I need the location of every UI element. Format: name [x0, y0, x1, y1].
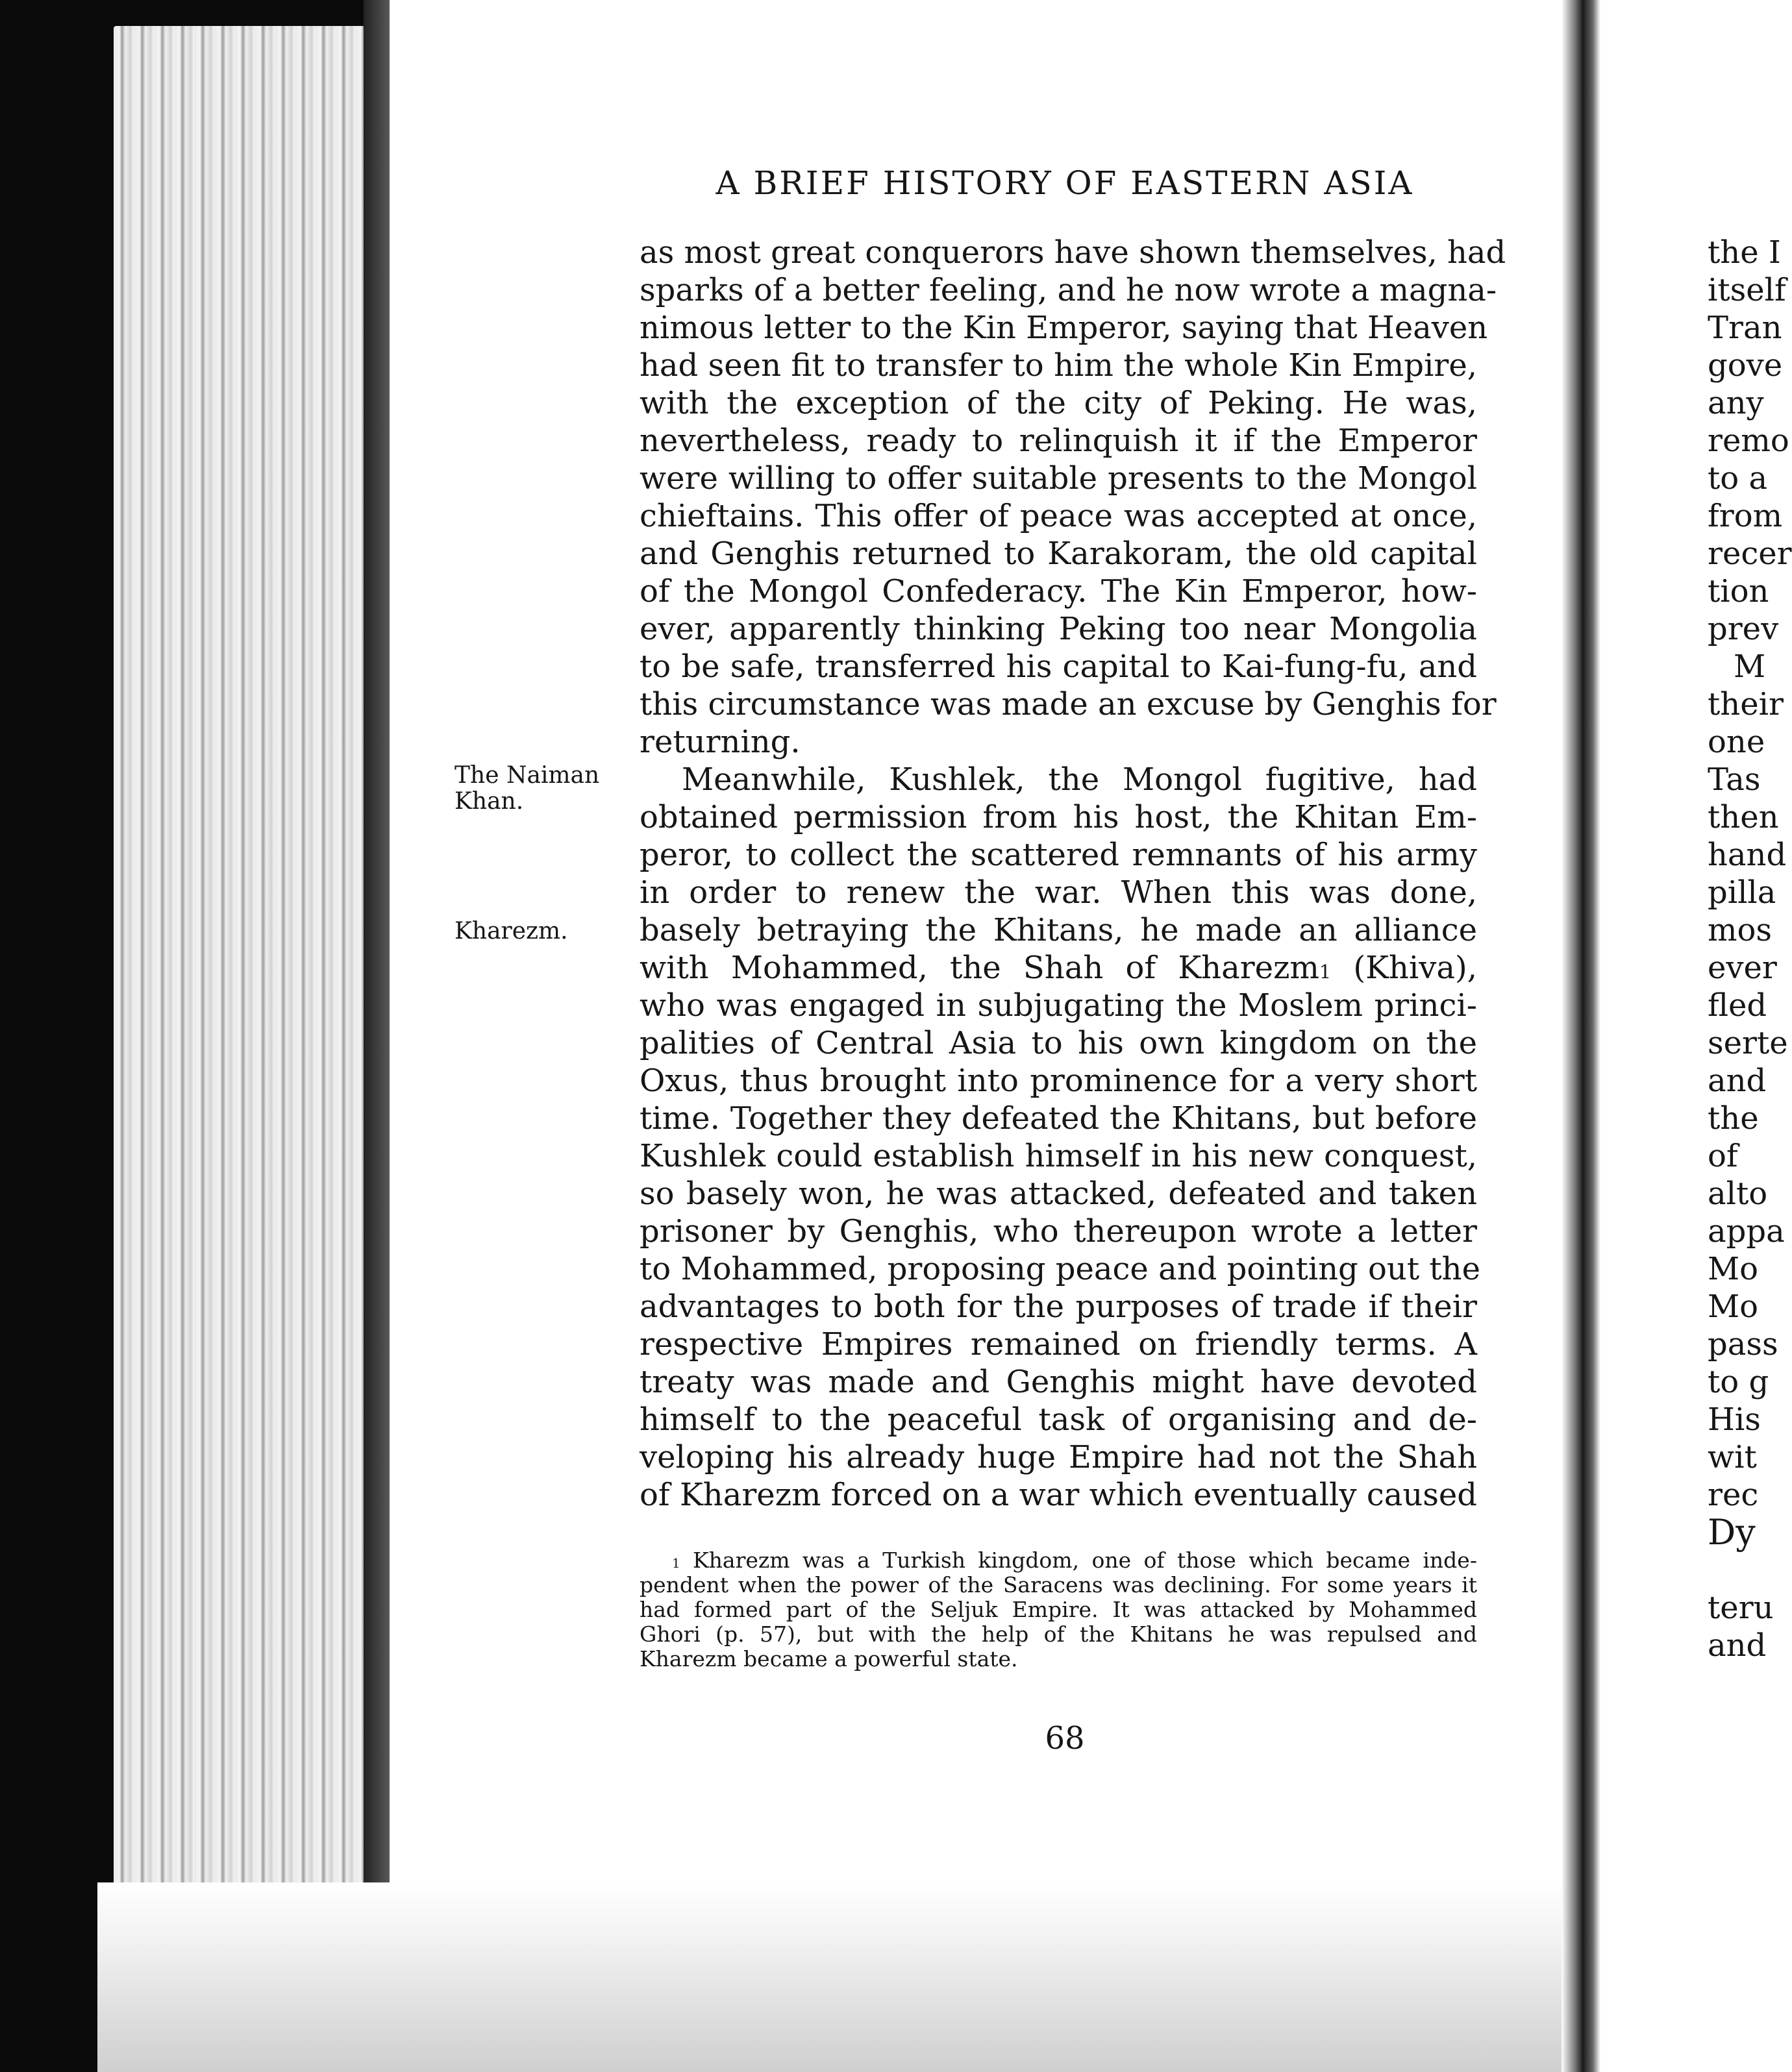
facing-page-fragment: their [1708, 686, 1784, 722]
facing-page-fragment: mos [1708, 912, 1773, 948]
footnote-line [640, 1548, 1477, 1573]
facing-page-fragment: fled [1708, 987, 1767, 1024]
body-line: basely betraying the Khitans, he made an alliance [640, 912, 1477, 948]
facing-page-fragment: recer [1708, 536, 1792, 572]
page-block-edges [114, 26, 373, 1889]
body-line: advantages to both for the purposes of trade if their [640, 1289, 1477, 1325]
body-line: sparks of a better feeling, and he now wrote a magna- [640, 272, 1497, 308]
facing-page-fragment: Mo [1708, 1251, 1759, 1287]
body-line: with the exception of the city of Peking. He was, [640, 385, 1477, 421]
body-line: nevertheless, ready to relinquish it if the Emperor [640, 423, 1477, 459]
body-line: this circumstance was made an excuse by Genghis for [640, 686, 1497, 722]
footnote-line: Ghori (p. 57), but with the help of the Khitans he was repulsed and [640, 1622, 1477, 1647]
footnote-ref: 1 [1319, 961, 1332, 983]
facing-page-fragment: Tran [1708, 310, 1782, 346]
body-line: respective Empires remained on friendly terms. A [640, 1326, 1477, 1363]
body-line: obtained permission from his host, the Khitan Em- [640, 799, 1477, 835]
facing-page-fragment: M [1734, 648, 1766, 685]
facing-page-fragment: Mo [1708, 1289, 1759, 1325]
facing-page-fragment: pass [1708, 1326, 1778, 1363]
body-line: Meanwhile, Kushlek, the Mongol fugitive, had [682, 761, 1477, 798]
body-line: peror, to collect the scattered remnants of his army [640, 837, 1477, 873]
facing-page-fragment: rec [1708, 1477, 1759, 1513]
facing-page-fragment: wit [1708, 1439, 1757, 1475]
body-line: had seen fit to transfer to him the whole Kin Empire, [640, 347, 1477, 384]
facing-page-fragment: to a [1708, 460, 1768, 497]
footnote [640, 1548, 1477, 1671]
body-line-text: with Mohammed, the Shah of Kharezm [640, 950, 1319, 986]
footnote-line: had formed part of the Seljuk Empire. It was attacked by Mohammed [640, 1597, 1477, 1622]
facing-page-fragment: and [1708, 1627, 1767, 1664]
body-line: were willing to offer suitable presents to the Mongol [640, 460, 1477, 497]
facing-page-fragment: pilla [1708, 874, 1776, 911]
body-line: to be safe, transferred his capital to Kai-fung-fu, and [640, 648, 1477, 685]
facing-page-fragment: to g [1708, 1364, 1769, 1400]
facing-page-fragment: ever [1708, 950, 1777, 986]
facing-page-fragment: teru [1708, 1590, 1774, 1626]
body-line: of the Mongol Confederacy. The Kin Emperor, how- [640, 573, 1477, 610]
body-line: to Mohammed, proposing peace and pointing out the [640, 1251, 1480, 1287]
body-line: and Genghis returned to Karakoram, the old capital [640, 536, 1477, 572]
facing-page-fragment: from [1708, 498, 1783, 534]
facing-page-fragment: any [1708, 385, 1764, 421]
body-text [640, 234, 1506, 1514]
side-note-naiman-khan: The Naiman Khan. [454, 762, 600, 815]
body-line: who was engaged in subjugating the Moslem princi- [640, 987, 1477, 1024]
facing-page-fragment: one [1708, 724, 1765, 760]
side-note-kharezm: Kharezm. [454, 918, 568, 944]
footnote-marker: 1 [672, 1556, 680, 1571]
body-line: time. Together they defeated the Khitans, but before [640, 1100, 1477, 1137]
body-line: prisoner by Genghis, who thereupon wrote a letter [640, 1213, 1477, 1250]
body-line: ever, apparently thinking Peking too near Mongolia [640, 611, 1477, 647]
body-line: veloping his already huge Empire had not the Shah [640, 1439, 1477, 1475]
body-line-with-footnote-ref [640, 949, 1477, 987]
body-line: nimous letter to the Kin Emperor, saying that Heaven [640, 310, 1488, 346]
facing-page-fragment: Tas [1708, 761, 1761, 798]
bottom-page-shadow [97, 1882, 1591, 2072]
body-line: Oxus, thus brought into prominence for a very short [640, 1063, 1477, 1099]
body-line: treaty was made and Genghis might have devoted [640, 1364, 1477, 1400]
page-number: 68 [1045, 1720, 1085, 1757]
facing-page-fragment: the [1708, 1100, 1759, 1137]
facing-page-fragment: appa [1708, 1213, 1785, 1250]
facing-page-fragment: gove [1708, 347, 1783, 384]
facing-page-fragment: His [1708, 1401, 1761, 1438]
book-gutter [1562, 0, 1600, 2072]
body-line: in order to renew the war. When this was done, [640, 874, 1477, 911]
facing-page-fragment: serte [1708, 1025, 1788, 1061]
body-line: Kushlek could establish himself in his new conquest, [640, 1138, 1477, 1174]
facing-page-fragment: Dy [1708, 1512, 1756, 1553]
footnote-line-text: Kharezm was a Turkish kingdom, one of those which became inde- [692, 1548, 1477, 1573]
body-line: chieftains. This offer of peace was accepted at once, [640, 498, 1477, 534]
body-line: so basely won, he was attacked, defeated and taken [640, 1176, 1477, 1212]
footnote-line: Kharezm became a powerful state. [640, 1646, 1018, 1671]
facing-page-fragment: itself [1708, 272, 1786, 308]
facing-page-fragment: alto [1708, 1176, 1768, 1212]
facing-page-fragment: and [1708, 1063, 1767, 1099]
facing-page-fragment: then [1708, 799, 1779, 835]
facing-page-fragment: tion [1708, 573, 1769, 610]
body-line: returning. [640, 724, 801, 760]
body-line-tail: (Khiva), [1353, 950, 1477, 986]
running-head: A BRIEF HISTORY OF EASTERN ASIA [716, 164, 1414, 202]
facing-page-fragment: remo [1708, 423, 1789, 459]
body-line: palities of Central Asia to his own kingdom on the [640, 1025, 1477, 1061]
facing-page-fragment: prev [1708, 611, 1779, 647]
footnote-line: pendent when the power of the Saracens was declining. For some years it [640, 1572, 1477, 1597]
facing-page-text-fragments [1708, 234, 1792, 1664]
body-line: himself to the peaceful task of organising and de- [640, 1401, 1477, 1438]
body-line: of Kharezm forced on a war which eventually caused [640, 1477, 1477, 1513]
facing-page-fragment: the I [1708, 234, 1781, 271]
facing-page-fragment: hand [1708, 837, 1787, 873]
body-line: as most great conquerors have shown themselves, had [640, 234, 1506, 271]
facing-page-fragment: of [1708, 1138, 1738, 1174]
